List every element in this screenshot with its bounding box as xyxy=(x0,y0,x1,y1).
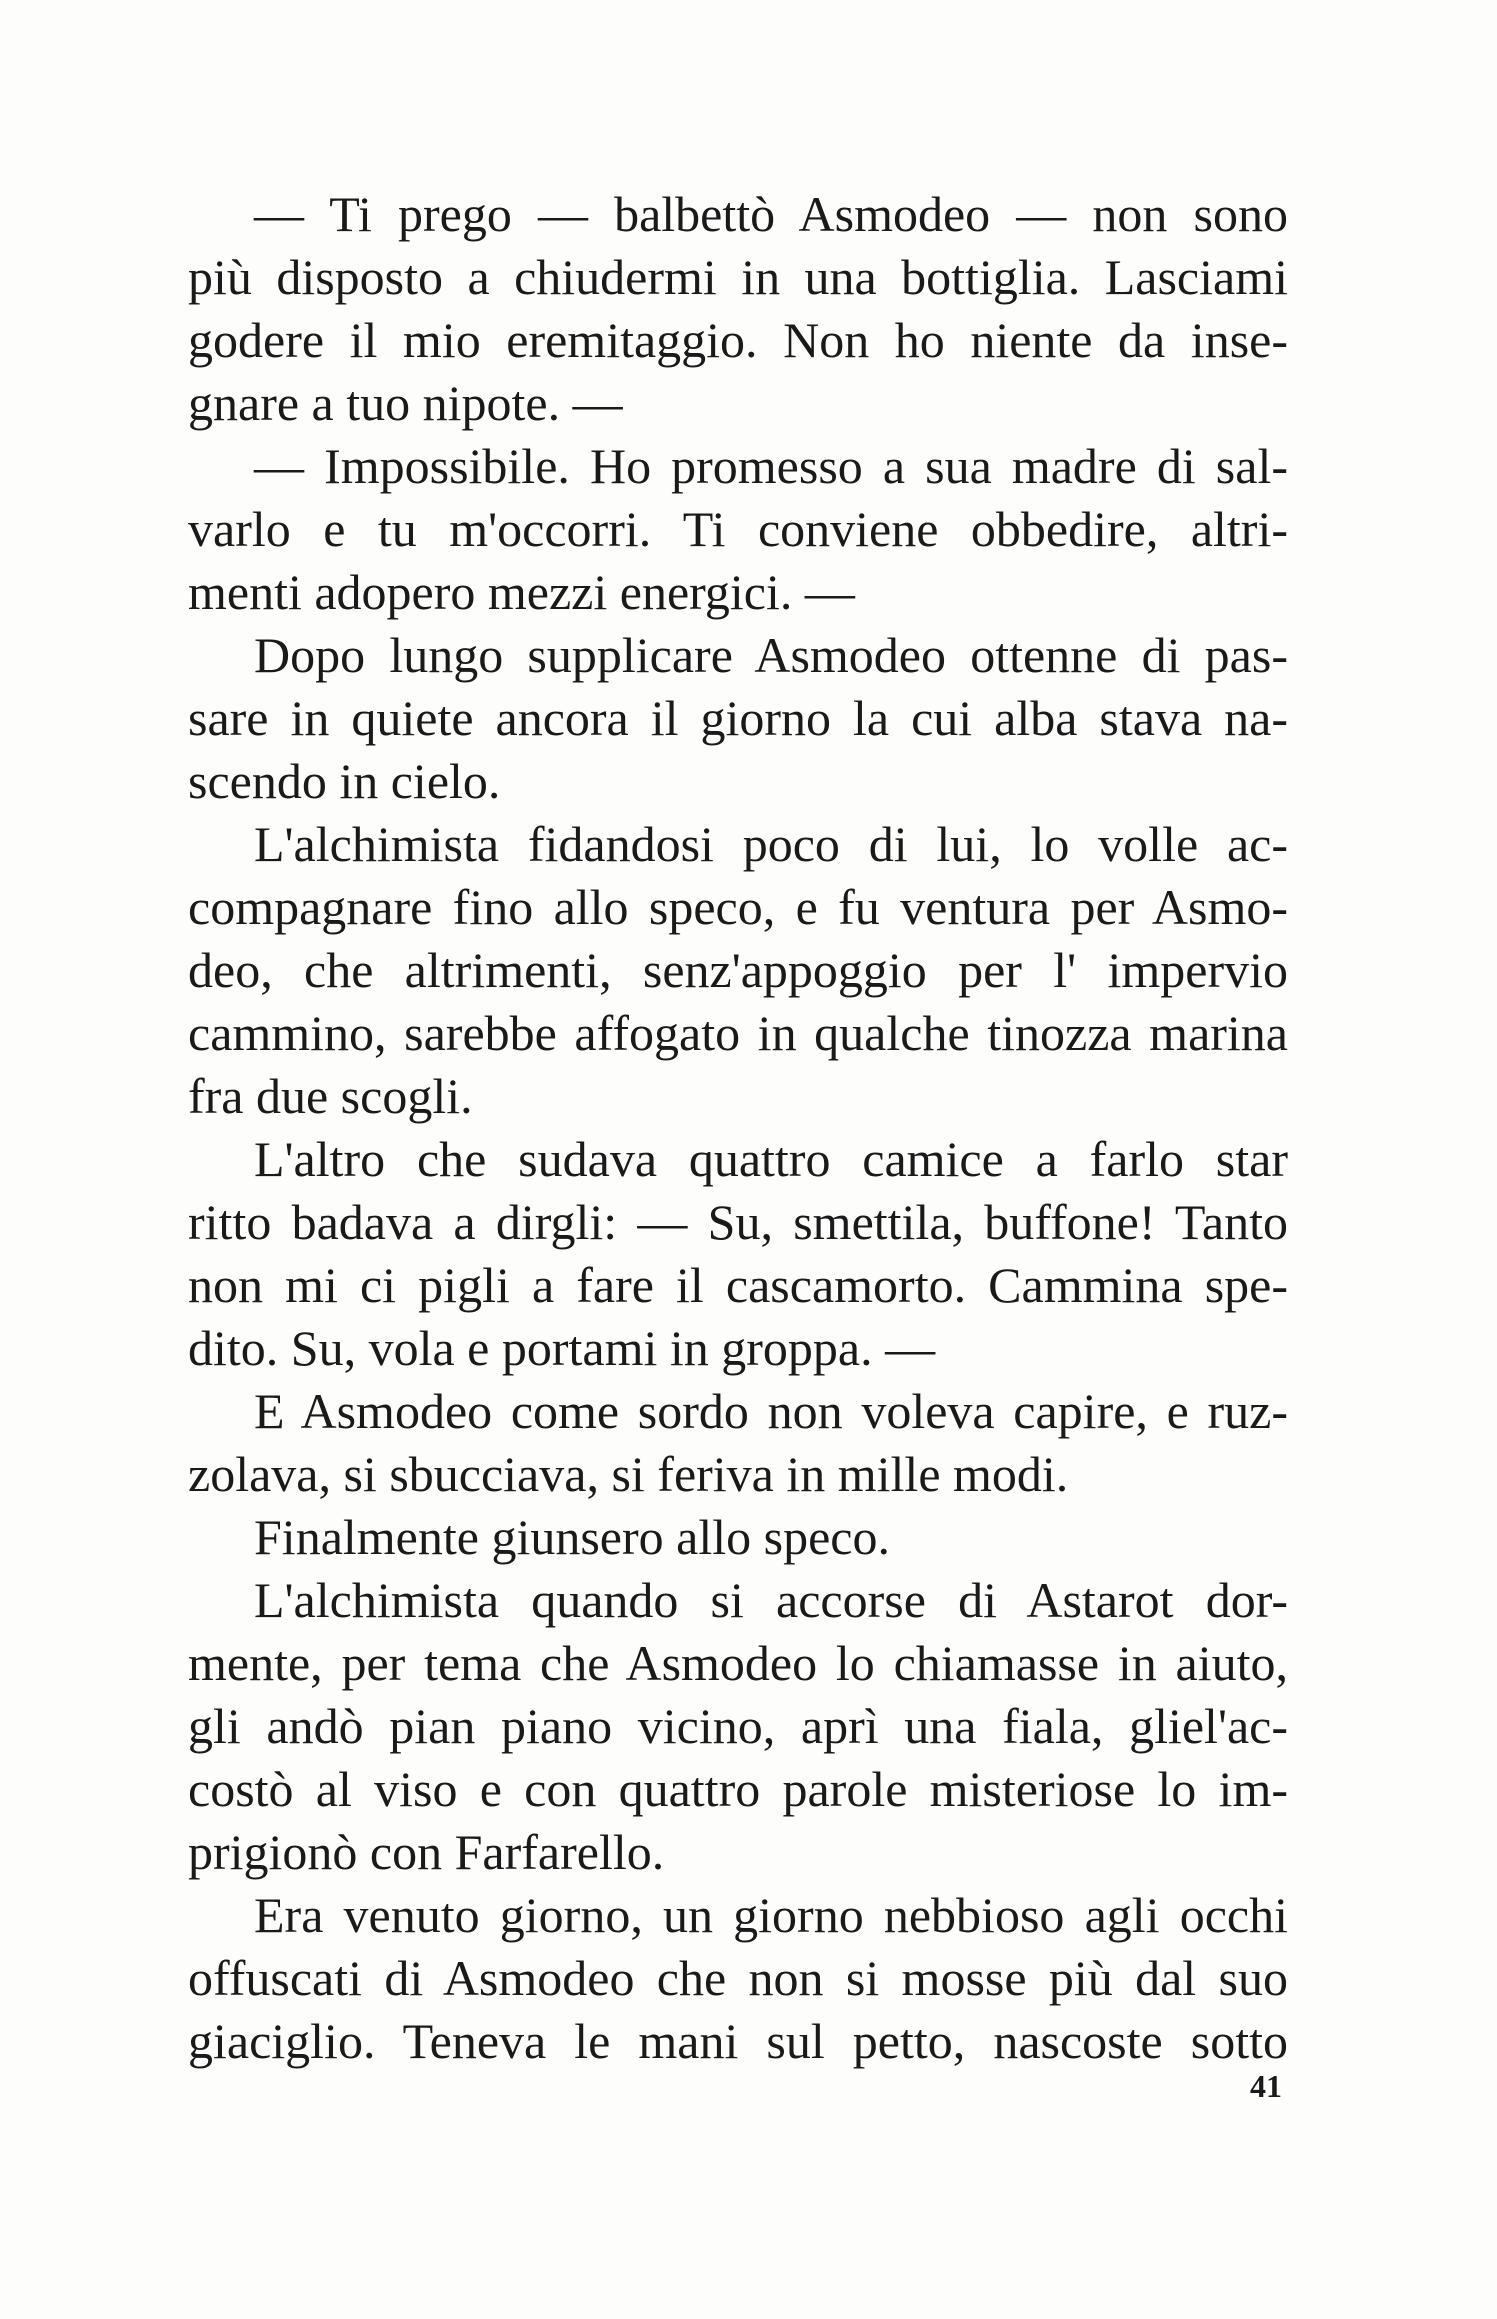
text-line: zolava, si sbucciava, si feriva in mille modi. xyxy=(188,1446,1069,1502)
text-line: L'altro che sudava quattro camice a farlo star xyxy=(254,1131,1288,1187)
text-line: deo, che altrimenti, senz'appoggio per l' impervio xyxy=(188,942,1288,998)
text-line: fra due scogli. xyxy=(188,1068,473,1124)
text-line: più disposto a chiudermi in una bottiglia. Lasciami xyxy=(188,249,1288,305)
text-line: compagnare fino allo speco, e fu ventura per Asmo- xyxy=(188,879,1288,935)
text-line: dito. Su, vola e portami in groppa. — xyxy=(188,1320,936,1376)
text-line: offuscati di Asmodeo che non si mosse più dal suo xyxy=(188,1950,1288,2006)
text-line: Dopo lungo supplicare Asmodeo ottenne di pas- xyxy=(254,627,1288,683)
text-line: Finalmente giunsero allo speco. xyxy=(254,1509,890,1565)
text-line: menti adopero mezzi energici. — xyxy=(188,564,855,620)
paragraph-1 xyxy=(188,183,1288,435)
text-line: Era venuto giorno, un giorno nebbioso agli occhi xyxy=(254,1887,1288,1943)
text-line: — Ti prego — balbettò Asmodeo — non sono xyxy=(254,186,1288,242)
paragraph-5 xyxy=(188,1128,1288,1380)
paragraph-3 xyxy=(188,624,1288,813)
text-line: E Asmodeo come sordo non voleva capire, e ruz- xyxy=(254,1383,1288,1439)
text-line: scendo in cielo. xyxy=(188,753,501,809)
text-line: cammino, sarebbe affogato in qualche tinozza marina xyxy=(188,1005,1288,1061)
paragraph-2 xyxy=(188,435,1288,624)
text-line: godere il mio eremitaggio. Non ho niente da inse- xyxy=(188,312,1288,368)
paragraph-4 xyxy=(188,813,1288,1128)
paragraph-6 xyxy=(188,1380,1288,1506)
text-line: gli andò pian piano vicino, aprì una fiala, gliel'ac- xyxy=(188,1698,1288,1754)
paragraph-8 xyxy=(188,1569,1288,1884)
text-line: L'alchimista fidandosi poco di lui, lo volle ac- xyxy=(254,816,1288,872)
paragraph-7 xyxy=(188,1506,1288,1569)
text-line: L'alchimista quando si accorse di Astarot dor- xyxy=(254,1572,1288,1628)
text-line: ritto badava a dirgli: — Su, smettila, buffone! Tanto xyxy=(188,1194,1288,1250)
paragraph-9 xyxy=(188,1884,1288,2073)
text-line: mente, per tema che Asmodeo lo chiamasse in aiuto, xyxy=(188,1635,1288,1691)
text-line: costò al viso e con quattro parole misteriose lo im- xyxy=(188,1761,1288,1817)
text-line: sare in quiete ancora il giorno la cui alba stava na- xyxy=(188,690,1288,746)
text-line: giaciglio. Teneva le mani sul petto, nascoste sotto xyxy=(188,2013,1288,2069)
text-line: — Impossibile. Ho promesso a sua madre di sal- xyxy=(254,438,1288,494)
body-text xyxy=(188,183,1288,2073)
text-line: gnare a tuo nipote. — xyxy=(188,375,623,431)
text-line: non mi ci pigli a fare il cascamorto. Cammina spe- xyxy=(188,1257,1288,1313)
text-line: varlo e tu m'occorri. Ti conviene obbedire, altri- xyxy=(188,501,1288,557)
text-line: prigionò con Farfarello. xyxy=(188,1824,665,1880)
page-number: 41 xyxy=(1250,2068,1282,2104)
